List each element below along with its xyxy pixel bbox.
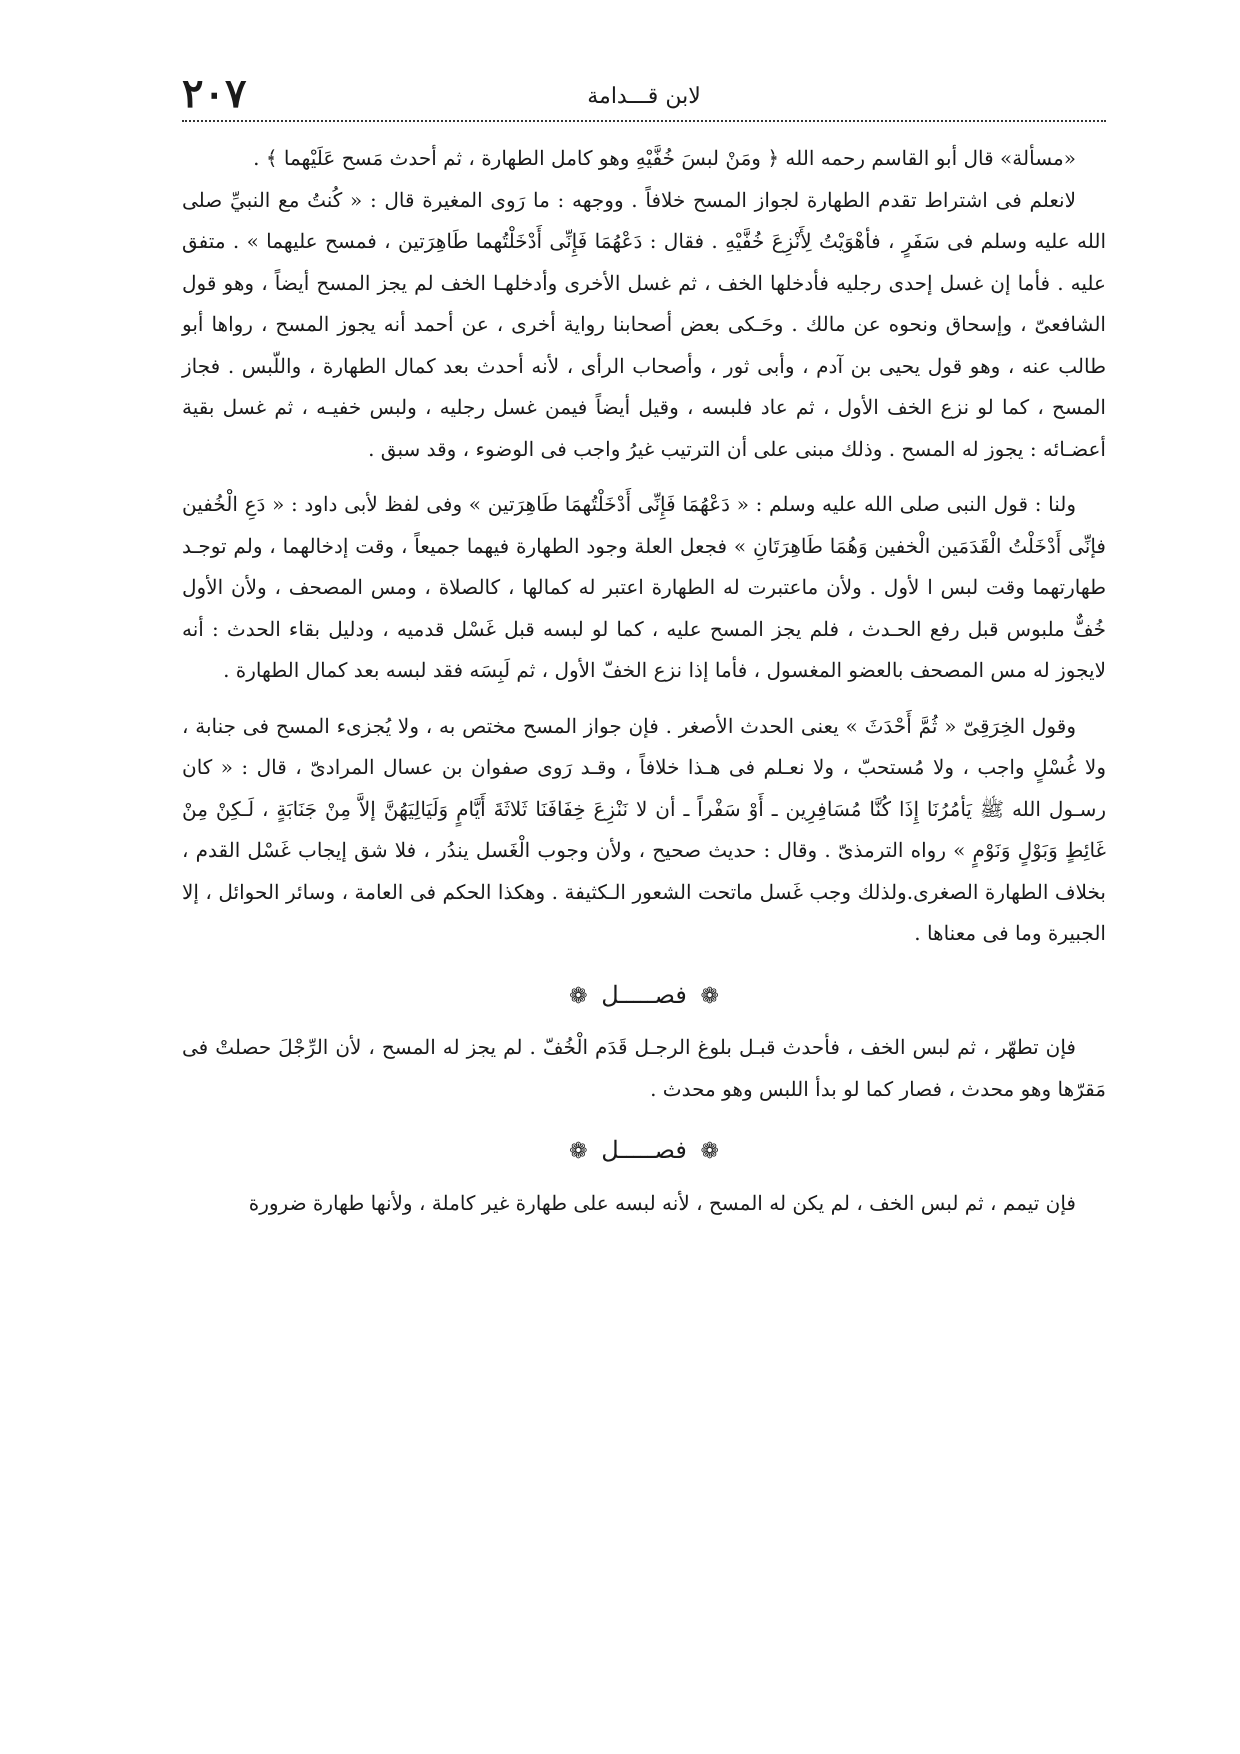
page-header: [182, 70, 1106, 118]
ornament-icon: ❁: [700, 1139, 719, 1164]
ornament-icon: ❁: [569, 983, 588, 1009]
paragraph-commentary: لانعلم فى اشتراط تقدم الطهارة لجواز المسح خلافاً . ووجهه : ما رَوى المغيرة قال : « كُنتُ مع النبيِّ صلى الله عليه وسلم فى سَفَرٍ ، فأهْوَيْتُ لِأَنْزِعَ خُفَّيْهِ . فقال : دَعْهُمَا فَإِنِّى أَدْخَلْتُهما طَاهِرَتين ، فمسح عليهما » . متفق عليه . فأما إن غسل إحدى رجليه فأدخلها الخف ، ثم غسل الأخرى وأدخلهـا الخف لم يجز المسح أيضاً ، وهو قول الشافعىّ ، وإسحاق ونحوه عن مالك . وحَـكى بعض أصحابنا رواية أخرى ، عن أحمد أنه يجوز المسح ، رواها أبو طالب عنه ، وهو قول يحيى بن آدم ، وأبى ثور ، وأصحاب الرأى ، لأنه أحدث بعد كمال الطهارة ، واللّبس . فجاز المسح ، كما لو نزع الخف الأول ، ثم عاد فلبسه ، وقيل أيضاً فيمن غسل رجليه ، ولبس خفيـه ، ثم غسل بقية أعضـائه : يجوز له المسح . وذلك مبنى على أن الترتيب غيرُ واجب فى الوضوء ، وقد سبق .: [182, 187, 1106, 461]
paragraph-masala: «مسألة» قال أبو القاسم رحمه الله ﴿ ومَنْ لبسَ خُفَّيْهِ وهو كامل الطهارة ، ثم أحدث مَسح عَلَيْهما ﴾ .: [253, 146, 1076, 170]
section-paragraph: فإن تيمم ، ثم لبس الخف ، لم يكن له المسح ، لأنه لبسه على طهارة غير كاملة ، ولأنها طهارة ضرورة: [248, 1190, 1076, 1215]
header-rule: [182, 120, 1106, 122]
section-heading: [182, 975, 1106, 1018]
section-paragraph: فإن تطهّر ، ثم لبس الخف ، فأحدث قبـل بلوغ الرجـل قَدَم الْخُفّ . لم يجز له المسح ، لأن الرِّجْلَ حصلتْ فى مَقرّها وهو محدث ، فصار كما لو بدأ اللبس وهو محدث .: [182, 1035, 1106, 1101]
page-body: [182, 138, 1106, 1224]
page-number: ٢٠٧: [182, 70, 247, 117]
running-head: لابن قـــدامة: [587, 84, 701, 109]
ornament-icon: ❁: [700, 983, 719, 1009]
section-heading: [182, 1130, 1106, 1173]
section-title: فصـــــل: [601, 980, 687, 1009]
ornament-icon: ❁: [569, 1139, 588, 1164]
paragraph-kharaqi: وقول الخِرَقِىّ « ثُمَّ أَحْدَثَ » يعنى الحدث الأصغر . فإن جواز المسح مختص به ، ولا يُجزىء المسح فى جنابة ، ولا غُسْلٍ واجب ، ولا مُستحبّ ، ولا نعـلم فى هـذا خلافاً ، وقـد رَوى صفوان بن عسال المرادىّ ، قال : « كان رسـول الله ﷺ يَأمُرُنَا إِذَا كُنَّا مُسَافِرِين ـ أَوْ سَفْراً ـ أن لا نَنْزِعَ خِفَافَنَا ثَلاثَةَ أَيَّامٍ وَلَيَالِيَهُنَّ إلاَّ مِنْ جَنَابَةٍ ، لَـكِنْ مِنْ غَائِطٍ وَبَوْلٍ وَنَوْمٍ » رواه الترمذىّ . وقال : حديث صحيح ، ولأن وجوب الْغَسل يندُر ، فلا شق إيجاب غَسْل القدم ، بخلاف الطهارة الصغرى.ولذلك وجب غَسل ماتحت الشعور الـكثيفة . وهكذا الحكم فى العامة ، وسائر الحوائل ، إلا الجبيرة وما فى معناها .: [182, 713, 1106, 945]
section-title: فصـــــل: [601, 1136, 687, 1164]
paragraph-evidence: ولنا : قول النبى صلى الله عليه وسلم : « دَعْهُمَا فَإِنِّى أَدْخَلْتُهمَا طَاهِرَتين » وفى لفظ لأبى داود : « دَعِ الْخُفين فإنِّى أَدْخَلْتُ الْقَدَمَين الْخفين وَهُمَا طَاهِرَتَانِ » فجعل العلة وجود الطهارة فيهما جميعاً ، وقت إدخالهما ، ولم توجـد طهارتهما وقت لبس ا لأول . ولأن ماعتبرت له الطهارة اعتبر له كمالها ، كالصلاة ، ومس المصحف ، ولأن الأول خُفٌّ ملبوس قبل رفع الحـدث ، فلم يجز المسح عليه ، كما لو لبسه قبل غَسْل قدميه ، ودليل بقاء الحدث : أنه لايجوز له مس المصحف بالعضو المغسول ، فأما إذا نزع الخفّ الأول ، ثم لَبِسَه فقد لبسه بعد كمال الطهارة .: [182, 492, 1106, 682]
